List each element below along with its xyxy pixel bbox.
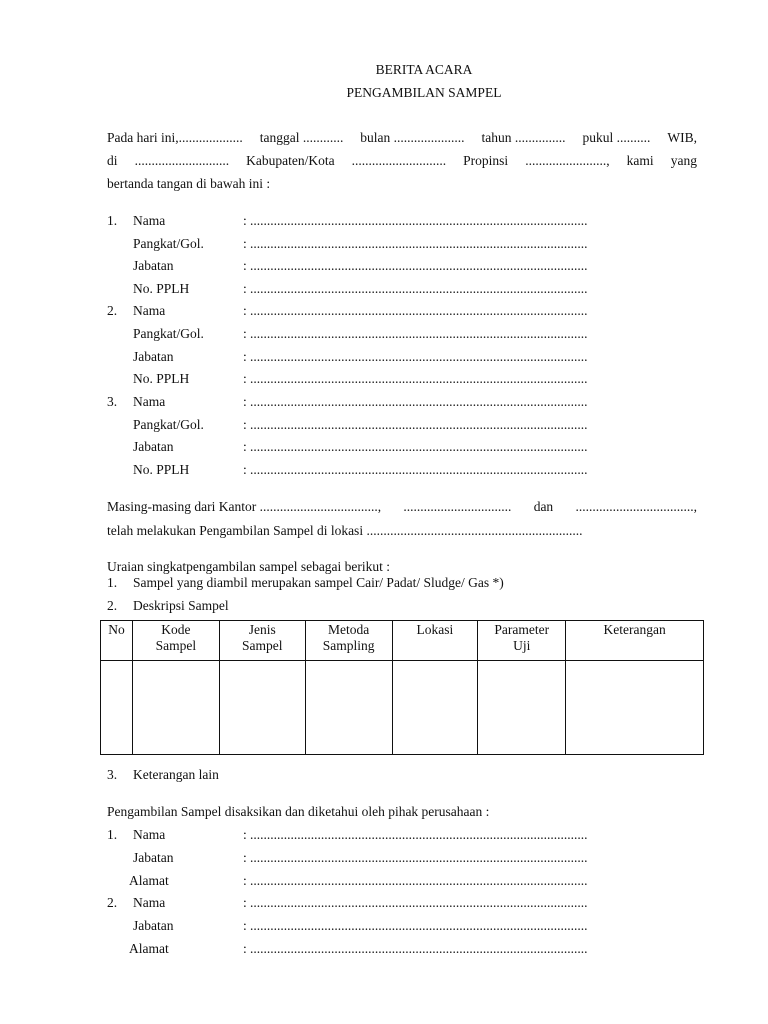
header-lokasi: Lokasi: [392, 621, 478, 661]
field-label: Nama: [133, 895, 166, 910]
field-label: Nama: [133, 303, 166, 318]
field-colon: :: [243, 918, 247, 933]
field-colon: :: [243, 371, 247, 386]
sample-description-table: [100, 620, 704, 755]
intro-text: Kabupaten/Kota: [246, 153, 335, 168]
fill-in-line[interactable]: ....................................................................................................: [250, 919, 588, 933]
fill-in-line[interactable]: ....................................................................................................: [250, 350, 588, 364]
field-colon: :: [243, 417, 247, 432]
fill-in-line[interactable]: ....................................................................................................: [250, 259, 588, 273]
fill-in-line[interactable]: ....................................................................................................: [250, 440, 588, 454]
field-label: Pangkat/Gol.: [133, 236, 204, 251]
fill-in-line[interactable]: ....................................................................................................: [250, 874, 588, 888]
table-cell[interactable]: [478, 661, 566, 755]
field-label: No. PPLH: [133, 371, 190, 386]
fill-in-line[interactable]: ....................................................................................................: [250, 214, 588, 228]
field-colon: :: [243, 462, 247, 477]
header-kode-sampel: Kode Sampel: [132, 621, 219, 661]
intro-text: tanggal ............: [259, 130, 344, 145]
field-label: Alamat: [129, 873, 169, 888]
office-text: dan: [533, 499, 554, 514]
field-label: Alamat: [129, 941, 169, 956]
fill-in-line[interactable]: ....................................................................................................: [250, 372, 588, 386]
field-label: Nama: [133, 827, 166, 842]
table-cell[interactable]: [566, 661, 704, 755]
other-notes-label: Keterangan lain: [133, 767, 219, 782]
document-subtitle: PENGAMBILAN SAMPEL: [346, 85, 502, 100]
sample-type-text: Sampel yang diambil merupakan sampel Cair/ Padat/ Sludge/ Gas *): [133, 575, 504, 590]
field-colon: :: [243, 303, 247, 318]
description-heading: Uraian singkatpengambilan sampel sebagai berikut :: [107, 559, 391, 574]
field-label: Jabatan: [133, 258, 174, 273]
field-colon: :: [243, 213, 247, 228]
field-colon: :: [243, 439, 247, 454]
officer-number: 2.: [107, 303, 118, 318]
office-text: ...................................,: [575, 499, 697, 514]
table-cell[interactable]: [219, 661, 305, 755]
intro-text: ............................: [351, 153, 447, 168]
field-colon: :: [243, 349, 247, 364]
fill-in-line[interactable]: ....................................................................................................: [250, 282, 588, 296]
sample-description-label: Deskripsi Sampel: [133, 598, 229, 613]
header-keterangan: Keterangan: [566, 621, 704, 661]
table-cell[interactable]: [392, 661, 478, 755]
field-label: No. PPLH: [133, 462, 190, 477]
fill-in-line[interactable]: ....................................................................................................: [250, 828, 588, 842]
item-number: 1.: [107, 575, 118, 590]
intro-text: Pada hari ini,...................: [107, 130, 243, 145]
intro-text: ............................: [134, 153, 230, 168]
fill-in-line[interactable]: ....................................................................................................: [250, 942, 588, 956]
field-label: Jabatan: [133, 918, 174, 933]
fill-in-line[interactable]: ....................................................................................................: [250, 237, 588, 251]
table-cell[interactable]: [132, 661, 219, 755]
intro-text: yang: [670, 153, 697, 168]
intro-text: WIB,: [667, 130, 697, 145]
intro-text: bulan .....................: [360, 130, 465, 145]
field-label: Nama: [133, 394, 166, 409]
header-jenis-sampel: Jenis Sampel: [219, 621, 305, 661]
table-cell[interactable]: [305, 661, 392, 755]
office-line-1: [107, 500, 697, 514]
field-colon: :: [243, 873, 247, 888]
item-number: 3.: [107, 767, 118, 782]
field-colon: :: [243, 281, 247, 296]
field-label: Jabatan: [133, 439, 174, 454]
field-label: Pangkat/Gol.: [133, 417, 204, 432]
fill-in-line[interactable]: ....................................................................................................: [250, 395, 588, 409]
witness-heading: Pengambilan Sampel disaksikan dan diketahui oleh pihak perusahaan :: [107, 804, 490, 819]
intro-text: di: [107, 153, 118, 168]
witness-number: 1.: [107, 827, 118, 842]
field-label: Pangkat/Gol.: [133, 326, 204, 341]
fill-in-line[interactable]: ....................................................................................................: [250, 463, 588, 477]
field-label: Nama: [133, 213, 166, 228]
field-colon: :: [243, 827, 247, 842]
field-colon: :: [243, 895, 247, 910]
intro-text: kami: [626, 153, 654, 168]
fill-in-line[interactable]: ....................................................................................................: [250, 896, 588, 910]
field-colon: :: [243, 258, 247, 273]
field-label: Jabatan: [133, 349, 174, 364]
header-no: No: [101, 621, 133, 661]
field-colon: :: [243, 941, 247, 956]
intro-line-2: [107, 154, 697, 168]
table-header-row: [101, 621, 704, 661]
witness-number: 2.: [107, 895, 118, 910]
fill-in-line[interactable]: ....................................................................................................: [250, 851, 588, 865]
field-label: Jabatan: [133, 850, 174, 865]
intro-text: Propinsi: [463, 153, 509, 168]
item-number: 2.: [107, 598, 118, 613]
header-metoda-sampling: Metoda Sampling: [305, 621, 392, 661]
intro-text: ........................,: [525, 153, 610, 168]
field-colon: :: [243, 850, 247, 865]
fill-in-line[interactable]: ....................................................................................................: [250, 418, 588, 432]
field-colon: :: [243, 326, 247, 341]
document-title: BERITA ACARA: [375, 62, 473, 77]
officer-number: 3.: [107, 394, 118, 409]
fill-in-line[interactable]: ....................................................................................................: [250, 304, 588, 318]
office-text: Masing-masing dari Kantor ...................................,: [107, 499, 382, 514]
table-cell[interactable]: [101, 661, 133, 755]
table-row: [101, 661, 704, 755]
intro-line-1: [107, 131, 697, 145]
intro-line-3: bertanda tangan di bawah ini :: [107, 176, 271, 191]
intro-text: pukul ..........: [582, 130, 651, 145]
field-colon: :: [243, 394, 247, 409]
officer-number: 1.: [107, 213, 118, 228]
field-colon: :: [243, 236, 247, 251]
field-label: No. PPLH: [133, 281, 190, 296]
office-line-2: telah melakukan Pengambilan Sampel di lokasi ................................................................: [107, 523, 583, 538]
intro-text: tahun ...............: [481, 130, 566, 145]
header-parameter-uji: Parameter Uji: [478, 621, 566, 661]
office-text: ................................: [403, 499, 512, 514]
fill-in-line[interactable]: ....................................................................................................: [250, 327, 588, 341]
